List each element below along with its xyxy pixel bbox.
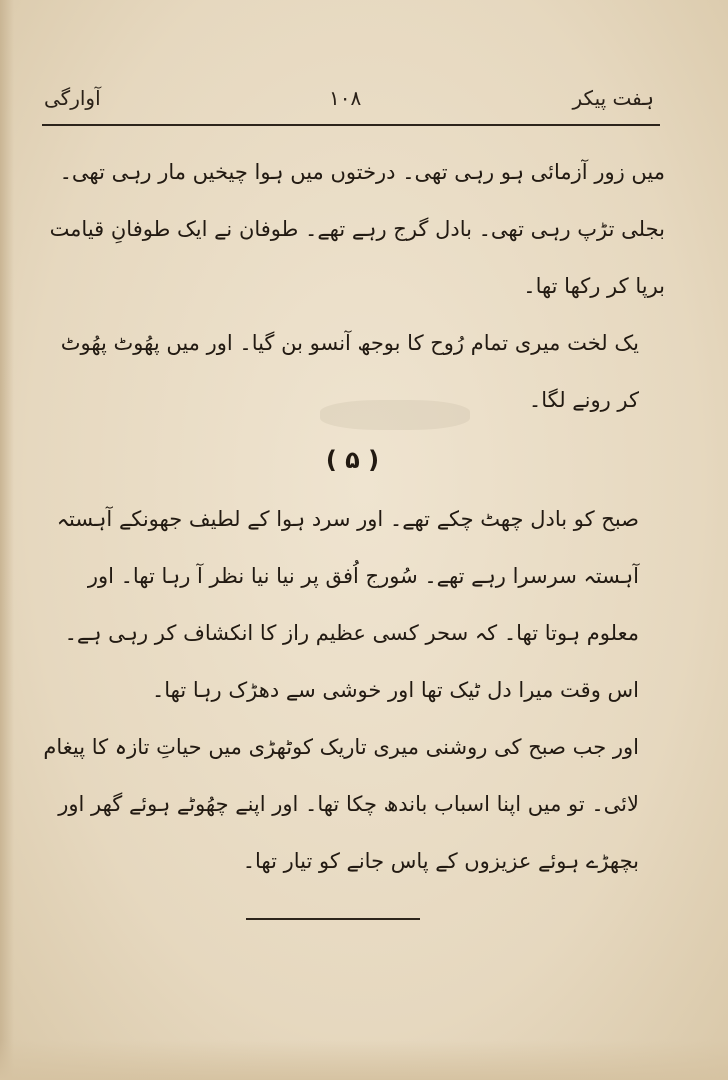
paragraph-4: اور جب صبح کی روشنی میری تاریک کوٹھڑی میں حیاتِ تازہ کا پیغام لائی۔ تو میں اپنا اسباب باندھ چکا تھا۔ اور اپنے چھُوٹے ہوئے گھر اور بچھڑے ہوئے عزیزوں کے پاس جانے کو تیار تھا۔: [43, 735, 639, 873]
page-bottom-shadow: [0, 1040, 728, 1080]
paragraph-1: میں زور آزمائی ہو رہی تھی۔ درختوں میں ہوا چیخیں مار رہی تھی۔ بجلی تڑپ رہی تھی۔ بادل گرج رہے تھے۔ طوفان نے ایک طوفانِ قیامت برپا کر رکھا تھا۔: [49, 160, 665, 298]
section-number: ( ۵ ): [325, 446, 380, 474]
chapter-title: آوارگی: [44, 86, 101, 110]
page-edge-shadow: [0, 0, 14, 1080]
book-title: ہفت پیکر: [572, 86, 654, 110]
header-rule: [42, 124, 660, 126]
page-number: ۱۰۸: [329, 86, 362, 110]
running-header: [44, 86, 654, 118]
page-body: [40, 144, 665, 890]
end-rule: [246, 918, 420, 920]
paragraph-2: یک لخت میری تمام رُوح کا بوجھ آنسو بن گیا۔ اور میں پھُوٹ پھُوٹ کر رونے لگا۔: [60, 331, 639, 412]
paragraph-3: صبح کو بادل چھٹ چکے تھے۔ اور سرد ہوا کے لطیف جھونکے آہستہ آہستہ سرسرا رہے تھے۔ سُورج اُفق پر نیا نیا نظر آ رہا تھا۔ اور معلوم ہوتا تھا۔ کہ سحر کسی عظیم راز کا انکشاف کر رہی ہے۔ اس وقت میرا دل ٹیک تھا اور خوشی سے دھڑک رہا تھا۔: [56, 507, 639, 702]
